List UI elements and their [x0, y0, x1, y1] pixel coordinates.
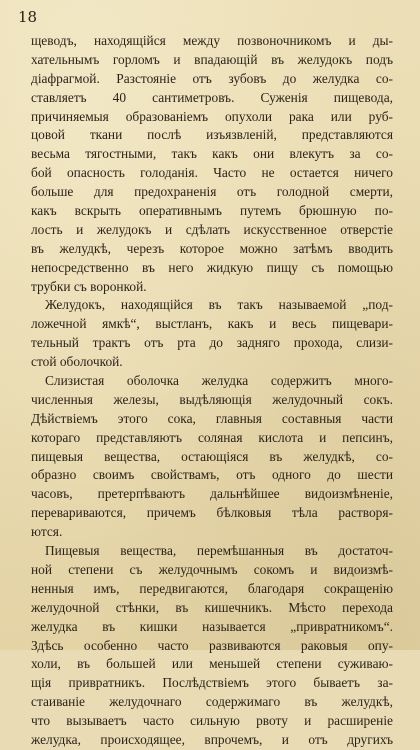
text-line: ются. — [31, 524, 63, 540]
text-line: трубки съ воронкой. — [31, 278, 147, 294]
text-line: ложечной ямкѣ“, выстланъ, какъ и весь пищевари- — [31, 316, 393, 332]
text-line: бой опасность голоданія. Часто не остается ничего — [31, 165, 393, 181]
text-line: стой оболочкой. — [31, 354, 123, 370]
text-line: численныя железы, выдѣляющія желудочный сокъ. — [31, 391, 393, 407]
text-line: какъ вскрыть оперативнымъ путемъ брюшную по- — [31, 203, 393, 219]
text-line: желудочной стѣнки, въ кишечникъ. Мѣсто перехода — [31, 599, 393, 615]
text-line: что вызываетъ часто сильную рвоту и расширеніе — [31, 713, 393, 729]
text-line: котораго представляютъ соляная кислота и пепсинъ, — [31, 429, 393, 445]
text-line: перевариваются, причемъ бѣлковыя тѣла растворя- — [31, 505, 393, 521]
text-line: причиняемыя образованіемъ опухоли рака или руб- — [31, 108, 393, 124]
body-text — [31, 32, 393, 750]
text-line: непосредственно въ него жидкую пищу съ помощью — [31, 259, 393, 275]
text-line: хательнымъ горломъ и впадающій въ желудокъ подъ — [31, 51, 393, 67]
text-line: цовой ткани послѣ изъязвленій, представляются — [31, 127, 393, 143]
text-line: часовъ, претерпѣваютъ дальнѣйшее видоизмѣненіе, — [31, 486, 393, 502]
text-line: ненныя имъ, передвигаются, благодаря сокращенію — [31, 580, 393, 596]
text-line: щеводъ, находящійся между позвоночникомъ и ды- — [31, 33, 393, 48]
text-line: діафрагмой. Разстояніе отъ зубовъ до желудка со- — [31, 70, 393, 86]
text-line: щія привратникъ. Послѣдствіемъ этого бываетъ за- — [31, 675, 393, 691]
text-line: тельный трактъ отъ рта до задняго прохода, слизи- — [31, 335, 393, 351]
text-line: желудка, происходящее, впрочемъ, и отъ другихъ — [31, 731, 393, 747]
text-line: ной степени съ желудочнымъ сокомъ и видоизмѣ- — [31, 561, 393, 577]
text-line: въ желудкѣ, черезъ которое можно затѣмъ вводить — [31, 240, 393, 256]
text-line: желудка въ кишки называется „привратникомъ“. — [31, 618, 393, 634]
text-line: пищевыя вещества, остающіяся въ желудкѣ, со- — [31, 448, 393, 464]
text-line: холи, въ большей или меньшей степени суживаю- — [31, 656, 393, 672]
text-line: Пищевыя вещества, перемѣшанныя въ достаточ- — [45, 543, 393, 559]
text-line: весьма тягостными, такъ какъ они влекутъ за со- — [31, 146, 393, 162]
page-number: 18 — [18, 8, 38, 26]
text-line: Слизистая оболочка желудка содержитъ много- — [45, 373, 393, 389]
text-line: ставляетъ 40 сантиметровъ. Суженія пищевода, — [31, 89, 393, 105]
text-line: Желудокъ, находящійся въ такъ называемой „под- — [45, 297, 393, 313]
text-line: образно своимъ свойствамъ, отъ одного до шести — [31, 467, 393, 483]
text-line: Дѣйствіемъ этого сока, главныя составныя части — [31, 410, 393, 426]
text-line: лость и желудокъ и сдѣлать искусственное отверстіе — [31, 221, 393, 237]
text-line: стаиваніе желудочнаго содержимаго въ желудкѣ, — [31, 694, 393, 710]
text-line: Здѣсь особенно часто развиваются раковыя опу- — [31, 637, 393, 653]
text-line: больше для предохраненія отъ голодной смерти, — [31, 184, 393, 200]
